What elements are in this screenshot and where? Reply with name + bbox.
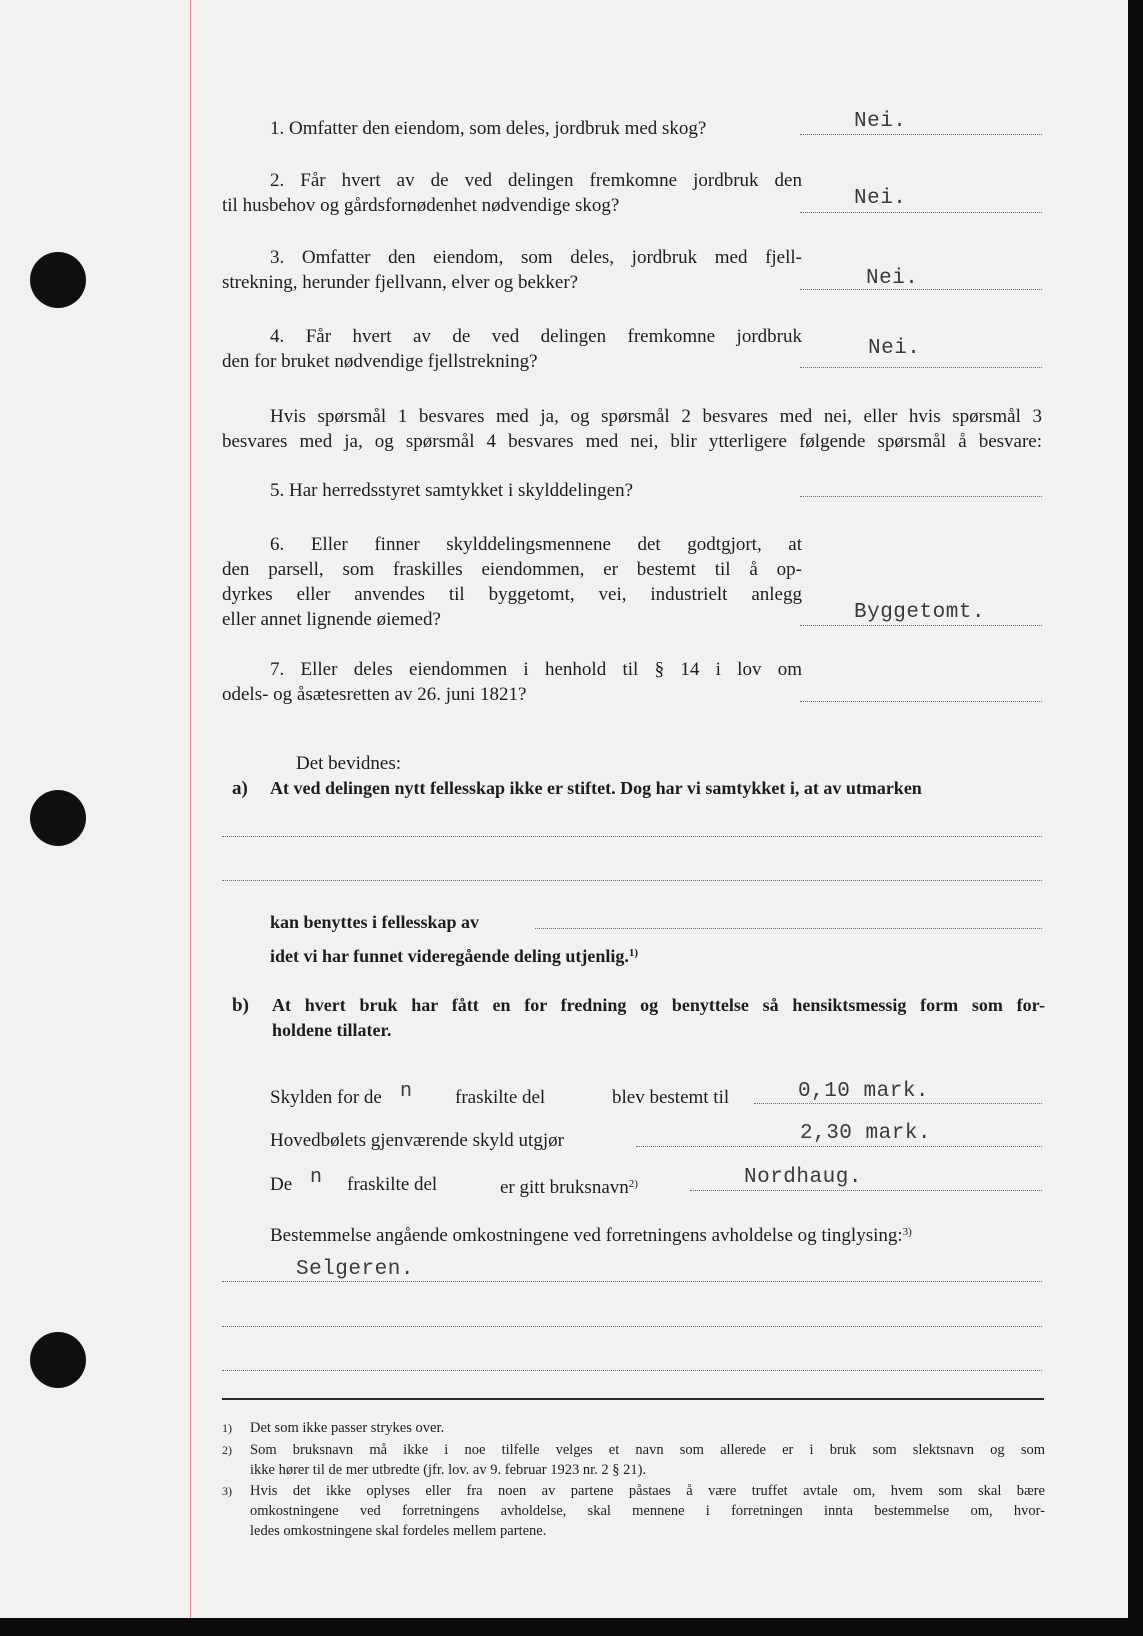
answer-line-5 bbox=[800, 496, 1042, 497]
answer-2: Nei. bbox=[854, 187, 907, 210]
footnote-2-line-2: ikke hører til de mer utbredte (jfr. lov. av 9. februar 1923 nr. 2 § 21). bbox=[250, 1462, 647, 1478]
item-a-label: a) bbox=[232, 778, 248, 799]
footnote-rule bbox=[222, 1398, 1044, 1400]
answer-6: Byggetomt. bbox=[854, 601, 986, 624]
name-prefix: De bbox=[270, 1174, 293, 1195]
question-4-line-1: 4. Får hvert av de ved delingen fremkomne jordbruk bbox=[270, 326, 802, 347]
question-7-line-2: odels- og åsætesretten av 26. juni 1821? bbox=[222, 684, 527, 705]
answer-4: Nei. bbox=[868, 337, 921, 360]
footnote-mark: 2) bbox=[222, 1443, 232, 1457]
answer-line-4 bbox=[800, 367, 1042, 368]
footnote-3-line-1: Hvis det ikke oplyses eller fra noen av partene påstaes å være truffet avtale om, hvem som skal bære bbox=[250, 1483, 1045, 1499]
answer-3: Nei. bbox=[866, 267, 919, 290]
answer-line-6 bbox=[800, 625, 1042, 626]
remaining-value: 2,30 mark. bbox=[800, 1122, 932, 1145]
name-suffix: er gitt bruksnavn$^{2)}$ bbox=[500, 1177, 638, 1198]
item-b-label: b) bbox=[232, 995, 249, 1016]
parcel-value: 0,10 mark. bbox=[798, 1080, 930, 1103]
question-6-line-1: 6. Eller finner skylddelingsmennene det godtgjort, at bbox=[270, 534, 802, 555]
footnote-ref-1: 1) bbox=[628, 947, 639, 959]
remaining-label: Hovedbølets gjenværende skyld utgjør bbox=[270, 1130, 564, 1151]
cost-label: Bestemmelse angående omkostningene ved forretningens avholdelse og tinglysing:$^{3)}$ bbox=[270, 1225, 912, 1246]
question-6-line-2: den parsell, som fraskilles eiendommen, er bestemt til å op- bbox=[222, 559, 802, 580]
question-4-line-2: den for bruket nødvendige fjellstrekning? bbox=[222, 351, 538, 372]
punch-hole bbox=[30, 252, 86, 308]
footnote-ref-3: 3) bbox=[902, 1226, 912, 1238]
shared-use-label: kan benyttes i fellesskap av bbox=[270, 912, 480, 932]
question-1: 1. Omfatter den eiendom, som deles, jordbruk med skog? bbox=[270, 118, 707, 139]
answer-line-3 bbox=[800, 289, 1042, 290]
margin-rule bbox=[190, 0, 191, 1618]
parcel-prefix: Skylden for de bbox=[270, 1087, 382, 1108]
footnote-2-line-1: Som bruksnavn må ikke i noe tilfelle velges et navn som allerede er i bruk som slektsnavn og som bbox=[250, 1442, 1045, 1458]
question-3-line-2: strekning, herunder fjellvann, elver og bekker? bbox=[222, 272, 579, 293]
question-2-line-2: til husbehov og gårdsfornødenhet nødvendige skog? bbox=[222, 195, 620, 216]
parcel-insert: n bbox=[400, 1080, 413, 1103]
remaining-value-line bbox=[636, 1146, 1042, 1147]
name-insert: n bbox=[310, 1166, 323, 1189]
footnote-1-text: Det som ikke passer strykes over. bbox=[250, 1420, 445, 1436]
item-b-line-2: holdene tillater. bbox=[272, 1020, 392, 1040]
cost-line bbox=[222, 1281, 1042, 1282]
footnote-mark: 1) bbox=[222, 1421, 232, 1435]
parcel-middle: fraskilte del bbox=[455, 1087, 546, 1108]
answer-1: Nei. bbox=[854, 110, 907, 133]
footnote-3-line-3: ledes omkostningene skal fordeles mellem partene. bbox=[250, 1523, 547, 1539]
item-a-text: At ved delingen nytt fellesskap ikke er stiftet. Dog har vi samtykket i, at av utmarken bbox=[270, 778, 922, 798]
question-5: 5. Har herredsstyret samtykket i skylddelingen? bbox=[270, 480, 634, 501]
question-6-line-3: dyrkes eller anvendes til byggetomt, vei, industrielt anlegg bbox=[222, 584, 802, 605]
parcel-suffix: blev bestemt til bbox=[612, 1087, 730, 1108]
question-7-line-1: 7. Eller deles eiendommen i henhold til § 14 i lov om bbox=[270, 659, 802, 680]
footnote-mark: 3) bbox=[222, 1484, 232, 1498]
shared-use-line bbox=[535, 928, 1042, 929]
footnote-ref-2: 2) bbox=[628, 1178, 638, 1190]
punch-hole bbox=[30, 790, 86, 846]
question-2-line-1: 2. Får hvert av de ved delingen fremkomne jordbruk den bbox=[270, 170, 802, 191]
blank-line bbox=[222, 1326, 1042, 1327]
blank-line bbox=[222, 836, 1042, 837]
further-division-text: idet vi har funnet videregående deling utjenlig.$^{1)}$ bbox=[270, 946, 639, 966]
blank-line bbox=[222, 880, 1042, 881]
cost-value: Selgeren. bbox=[296, 1258, 414, 1281]
conditional-line-1: Hvis spørsmål 1 besvares med ja, og spørsmål 2 besvares med nei, eller hvis spørsmål 3 bbox=[270, 406, 1042, 427]
answer-line-2 bbox=[800, 212, 1042, 213]
footnote-3-line-2: omkostningene ved forretningens avholdelse, skal mennene i forretningen innta bestemmelse om, hvor- bbox=[250, 1503, 1045, 1519]
certification-heading: Det bevidnes: bbox=[296, 753, 402, 774]
conditional-line-2: besvares med ja, og spørsmål 4 besvares med nei, blir ytterligere følgende spørsmål å besvare: bbox=[222, 431, 1042, 452]
name-value: Nordhaug. bbox=[744, 1166, 862, 1189]
question-3-line-1: 3. Omfatter den eiendom, som deles, jordbruk med fjell- bbox=[270, 247, 802, 268]
answer-line-7 bbox=[800, 701, 1042, 702]
punch-hole bbox=[30, 1332, 86, 1388]
blank-line bbox=[222, 1370, 1042, 1371]
name-value-line bbox=[690, 1190, 1042, 1191]
question-6-line-4: eller annet lignende øiemed? bbox=[222, 609, 441, 630]
name-middle: fraskilte del bbox=[347, 1174, 438, 1195]
answer-line-1 bbox=[800, 134, 1042, 135]
parcel-value-line bbox=[754, 1103, 1042, 1104]
item-b-line-1: At hvert bruk har fått en for fredning og benyttelse så hensiktsmessig form som for- bbox=[272, 995, 1045, 1015]
